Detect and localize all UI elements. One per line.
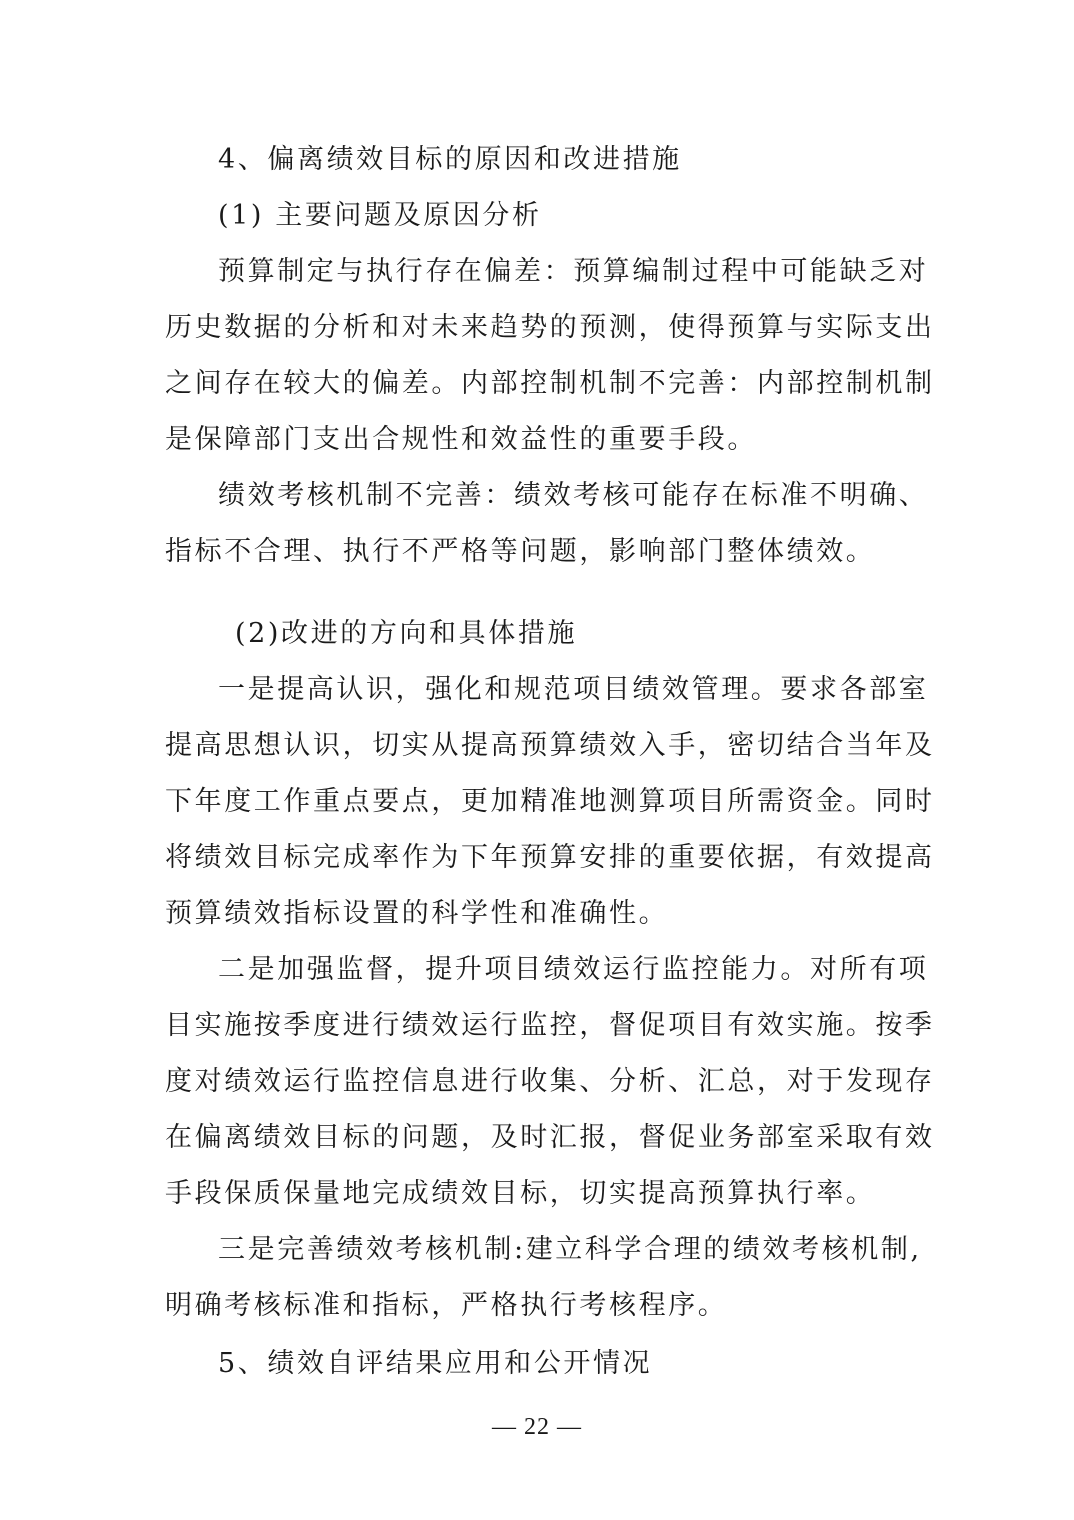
- paragraph-line: 绩效考核机制不完善：绩效考核可能存在标准不明确、: [218, 480, 929, 511]
- section-heading-5: 5、绩效自评结果应用和公开情况: [218, 1348, 653, 1379]
- paragraph-line: 预算绩效指标设置的科学性和准确性。: [165, 898, 669, 929]
- paragraph-line: 三是完善绩效考核机制:建立科学合理的绩效考核机制,: [218, 1234, 922, 1265]
- paragraph-line: 二是加强监督，提升项目绩效运行监控能力。对所有项: [218, 954, 929, 985]
- paragraph-line: 下年度工作重点要点，更加精准地测算项目所需资金。同时: [165, 786, 935, 817]
- page-number: — 22 —: [492, 1414, 582, 1440]
- paragraph-line: 目实施按季度进行绩效运行监控，督促项目有效实施。按季: [165, 1010, 935, 1041]
- subheading-problems: (1) 主要问题及原因分析: [218, 200, 542, 231]
- paragraph-line: 将绩效目标完成率作为下年预算安排的重要依据，有效提高: [165, 842, 935, 873]
- paragraph-line: 是保障部门支出合规性和效益性的重要手段。: [165, 424, 757, 455]
- paragraph-line: 之间存在较大的偏差。内部控制机制不完善：内部控制机制: [165, 368, 935, 399]
- paragraph-line: 在偏离绩效目标的问题，及时汇报，督促业务部室采取有效: [165, 1122, 935, 1153]
- paragraph-line: 预算制定与执行存在偏差：预算编制过程中可能缺乏对: [218, 256, 929, 287]
- paragraph-line: 历史数据的分析和对未来趋势的预测，使得预算与实际支出: [165, 312, 935, 343]
- paragraph-line: 度对绩效运行监控信息进行收集、分析、汇总，对于发现存: [165, 1066, 935, 1097]
- paragraph-line: 提高思想认识，切实从提高预算绩效入手，密切结合当年及: [165, 730, 935, 761]
- paragraph-line: 手段保质保量地完成绩效目标，切实提高预算执行率。: [165, 1178, 876, 1209]
- paragraph-line: 指标不合理、执行不严格等问题，影响部门整体绩效。: [165, 536, 876, 567]
- paragraph-line: 一是提高认识，强化和规范项目绩效管理。要求各部室: [218, 674, 929, 705]
- section-heading-4: 4、偏离绩效目标的原因和改进措施: [218, 144, 682, 175]
- paragraph-line: 明确考核标准和指标，严格执行考核程序。: [165, 1290, 728, 1321]
- subheading-improvements: (2)改进的方向和具体措施: [235, 618, 578, 649]
